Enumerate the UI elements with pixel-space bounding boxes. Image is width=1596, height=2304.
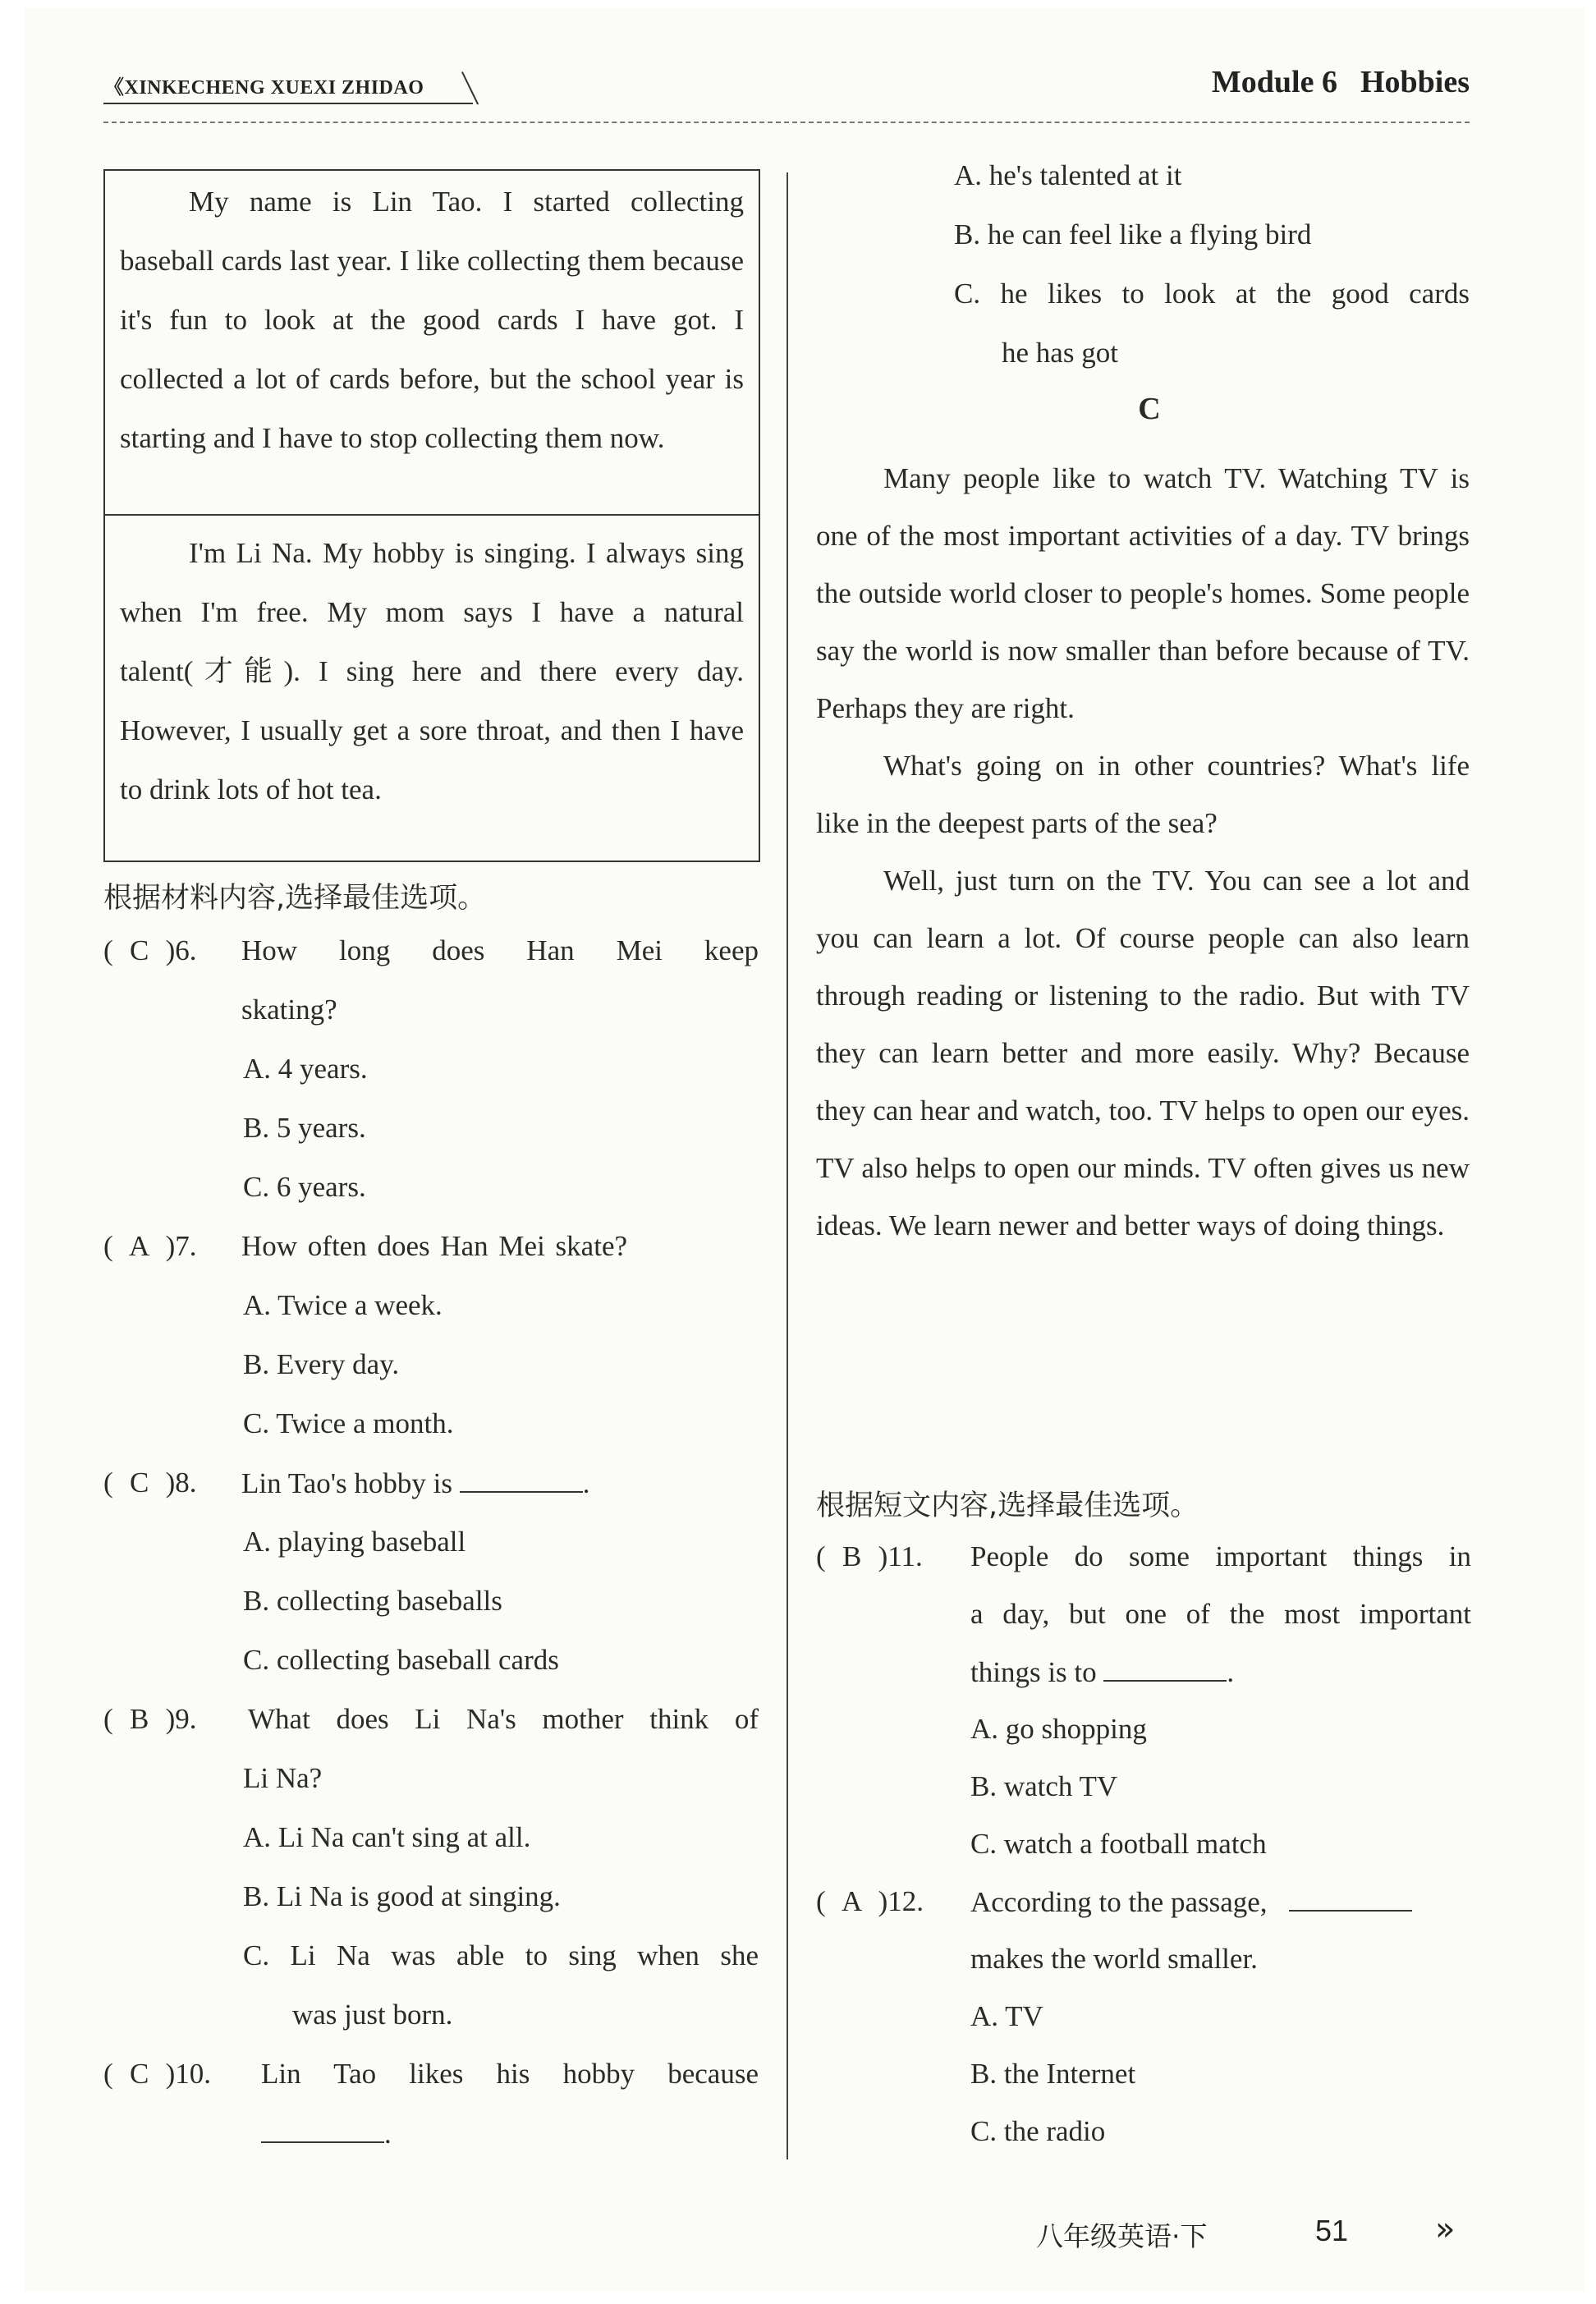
question-10: ( C )10. [103, 2058, 212, 2090]
header-underline [103, 103, 473, 104]
q6-option-b[interactable]: B. 5 years. [243, 1112, 366, 1144]
q10-option-b[interactable]: B. he can feel like a flying bird [954, 218, 1312, 250]
q11-number: )11. [878, 1540, 923, 1572]
q9-option-c-cont: was just born. [292, 1999, 453, 2031]
q10-option-c-cont: he has got [1002, 337, 1118, 369]
section-c-label: C [1138, 392, 1161, 426]
q12-stem-row1 [970, 1885, 1412, 1919]
q10-blank[interactable] [261, 2117, 384, 2143]
q12-option-c[interactable]: C. the radio [970, 2115, 1106, 2147]
passage-c-p2: What's going on in other countries? What's life like in the deepest parts of the sea? [816, 750, 1470, 839]
answer-q9[interactable]: B [129, 1703, 149, 1735]
q12-number: )12. [878, 1885, 924, 1917]
q7-option-c[interactable]: C. Twice a month. [243, 1407, 454, 1439]
q7-stem: How often does Han Mei skate? [241, 1230, 628, 1262]
q10-stem: Lin Tao likes his hobby because [261, 2058, 759, 2090]
q11-option-c[interactable]: C. watch a football match [970, 1828, 1267, 1860]
q6-stem-line2: skating? [241, 994, 337, 1026]
answer-q10[interactable]: C [129, 2058, 149, 2090]
q8-option-b[interactable]: B. collecting baseballs [243, 1585, 502, 1617]
passage-c-p3: Well, just turn on the TV. You can see a lot and you can learn a lot. Of course people can also learn through reading or listening to the radio. But with TV they can learn better and more easily. Why? Because they can hear and watch, too. TV helps to open our eyes. TV also helps to open our minds. TV often gives us new ideas. We learn newer and better ways of doing things. [816, 865, 1470, 1241]
column-divider [787, 172, 788, 2159]
q11-stem-row3: things is to . [970, 1656, 1235, 1688]
next-page-arrow-icon[interactable]: » [1435, 2210, 1456, 2248]
q6-option-c[interactable]: C. 6 years. [243, 1171, 366, 1203]
q9-number: )9. [165, 1703, 197, 1735]
passage-li-na: I'm Li Na. My hobby is singing. I always sing when I'm free. My mom says I have a natural talent(才能). I sing here and there every day. However, I usually get a sore throat, and then I have to drink lots of hot tea. [120, 537, 744, 805]
passage-c-p1: Many people like to watch TV. Watching TV is one of the most important activities of a day. TV brings the outside world closer to people's homes. Some people say the world is now smaller than before because of TV. Perhaps they are right. [816, 462, 1470, 724]
instructions-left: 根据材料内容,选择最佳选项。 [103, 882, 487, 915]
q8-blank[interactable] [460, 1466, 583, 1493]
passage-box-lin-tao [103, 169, 760, 516]
page-number: 51 [1315, 2214, 1349, 2247]
q7-option-a[interactable]: A. Twice a week. [243, 1289, 443, 1321]
answer-q7[interactable]: A [129, 1230, 150, 1262]
q11-stem-line1: People do some important things in [970, 1540, 1471, 1572]
passage-box-li-na [103, 514, 760, 862]
answer-q6[interactable]: C [129, 934, 149, 966]
q7-option-b[interactable]: B. Every day. [243, 1348, 400, 1380]
question-11: ( B )11. [816, 1540, 923, 1572]
module-number: Module 6 [1211, 65, 1337, 99]
question-6: ( C )6. [103, 934, 197, 966]
module-topic: Hobbies [1360, 65, 1470, 99]
q8-stem: Lin Tao's hobby is [241, 1467, 452, 1499]
question-9: ( B )9. [103, 1703, 197, 1735]
question-12: ( A )12. [816, 1885, 924, 1917]
question-8: ( C )8. [103, 1466, 197, 1499]
q8-number: )8. [165, 1466, 197, 1499]
q11-stem-line3: things is to [970, 1656, 1097, 1688]
q11-option-a[interactable]: A. go shopping [970, 1713, 1147, 1745]
instructions-right: 根据短文内容,选择最佳选项。 [816, 1489, 1199, 1522]
passage-c [816, 450, 1470, 1255]
q8-stem-row: Lin Tao's hobby is . [241, 1467, 590, 1499]
passage-lin-tao: My name is Lin Tao. I started collecting baseball cards last year. I like collecting them because it's fun to look at the good cards I have got. I collected a lot of cards before, but the school year is starting and I have to stop collecting them now. [120, 186, 744, 454]
header-module-title [1212, 64, 1470, 100]
q7-number: )7. [165, 1230, 197, 1262]
q9-option-b[interactable]: B. Li Na is good at singing. [243, 1880, 561, 1912]
q9-option-c[interactable]: C. Li Na was able to sing when she [243, 1939, 759, 1971]
question-7: ( A )7. [103, 1230, 197, 1262]
q11-blank[interactable] [1103, 1655, 1227, 1682]
q8-option-c[interactable]: C. collecting baseball cards [243, 1644, 559, 1676]
answer-q12[interactable]: A [842, 1885, 863, 1917]
q10-option-c[interactable]: C. he likes to look at the good cards [954, 278, 1470, 310]
header-series-title: 《XINKECHENG XUEXI ZHIDAO [104, 77, 424, 99]
q12-option-b[interactable]: B. the Internet [970, 2058, 1136, 2090]
footer-grade-label: 八年级英语·下 [1036, 2220, 1208, 2252]
q9-stem-line1: What does Li Na's mother think of [248, 1703, 759, 1735]
q11-option-b[interactable]: B. watch TV [970, 1770, 1118, 1802]
q12-stem-line1: According to the passage, [970, 1886, 1268, 1918]
q12-blank[interactable] [1289, 1885, 1412, 1912]
q6-stem-line1: How long does Han Mei keep [241, 934, 759, 966]
q11-stem-line2: a day, but one of the most important [970, 1598, 1471, 1630]
q12-option-a[interactable]: A. TV [970, 2000, 1043, 2032]
q10-option-a[interactable]: A. he's talented at it [954, 159, 1182, 191]
q9-stem-line2: Li Na? [243, 1762, 323, 1794]
header-dashed-rule [103, 122, 1470, 123]
q6-option-a[interactable]: A. 4 years. [243, 1053, 368, 1085]
q6-number: )6. [165, 934, 197, 966]
q9-option-a[interactable]: A. Li Na can't sing at all. [243, 1821, 531, 1853]
answer-q8[interactable]: C [129, 1466, 149, 1499]
q10-number: )10. [165, 2058, 212, 2090]
answer-q11[interactable]: B [842, 1540, 862, 1572]
q12-stem-line2: makes the world smaller. [970, 1943, 1258, 1975]
q8-option-a[interactable]: A. playing baseball [243, 1526, 466, 1558]
q10-blank-row: . [261, 2117, 392, 2150]
